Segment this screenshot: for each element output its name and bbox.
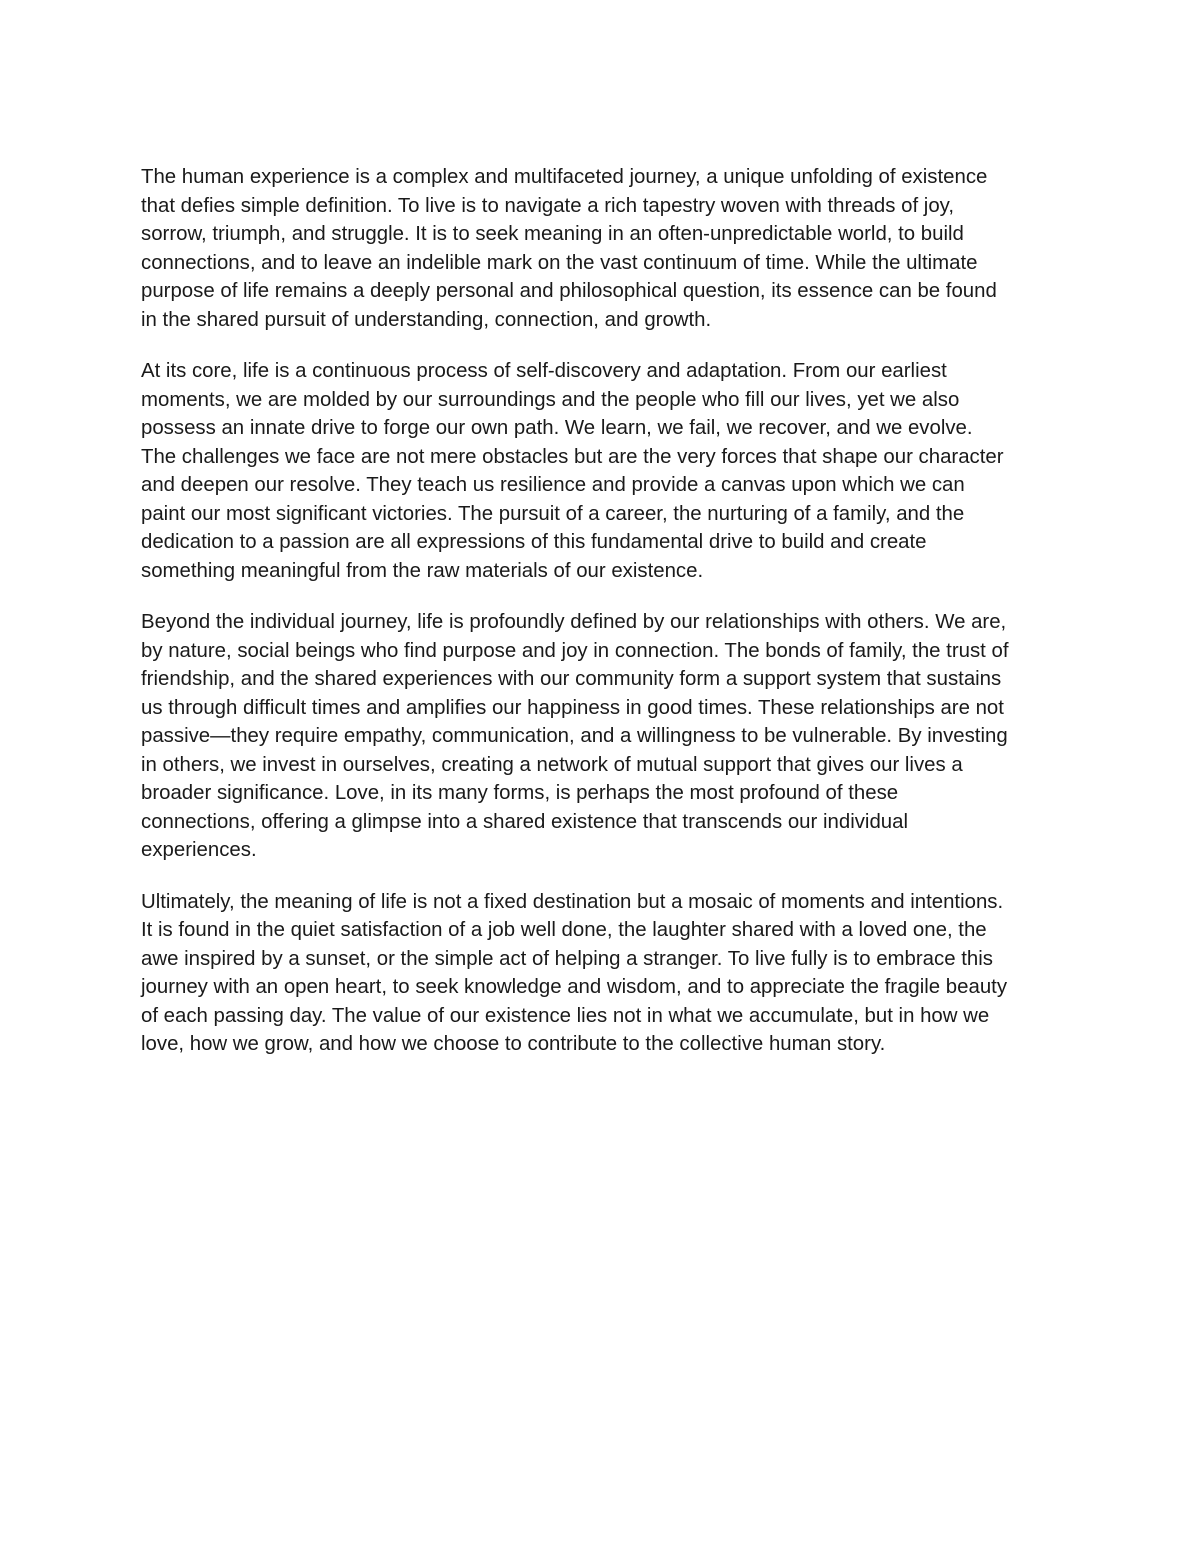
text-line: purpose of life remains a deeply personal and philosophical question, its essence can be found [141,280,997,302]
text-line: of each passing day. The value of our existence lies not in what we accumulate, but in how we [141,1004,990,1027]
paragraph-1 [141,163,1066,334]
text-line: and deepen our resolve. They teach us resilience and provide a canvas upon which we can [141,474,965,496]
document-body [141,163,1066,1082]
text-line: friendship, and the shared experiences with our community form a support system that sustains [141,668,1002,690]
text-line: journey with an open heart, to seek knowledge and wisdom, and to appreciate the fragile beauty [141,976,1008,998]
text-line: something meaningful from the raw materials of our existence. [141,559,704,582]
paragraph-2 [141,357,1066,585]
text-line: dedication to a passion are all expressions of this fundamental drive to build and create [141,531,927,553]
text-line: broader significance. Love, in its many forms, is perhaps the most profound of these [141,782,899,804]
text-line: paint our most significant victories. The pursuit of a career, the nurturing of a family, and the [141,502,965,525]
text-line: The human experience is a complex and multifaceted journey, a unique unfolding of existence [141,166,988,188]
text-line: connections, and to leave an indelible mark on the vast continuum of time. While the ultimate [141,251,978,274]
text-line: The challenges we face are not mere obstacles but are the very forces that shape our character [141,445,1004,468]
text-line: that defies simple definition. To live is to navigate a rich tapestry woven with threads of joy, [141,194,955,217]
text-line: sorrow, triumph, and struggle. It is to seek meaning in an often-unpredictable world, to build [141,223,964,245]
text-line: Ultimately, the meaning of life is not a fixed destination but a mosaic of moments and intentions. [141,890,1004,913]
text-line: experiences. [141,839,257,861]
text-line: in the shared pursuit of understanding, connection, and growth. [141,308,712,331]
text-line: moments, we are molded by our surroundings and the people who fill our lives, yet we also [141,388,960,411]
text-line: love, how we grow, and how we choose to contribute to the collective human story. [141,1033,886,1055]
text-line: us through difficult times and amplifies our happiness in good times. These relationships are not [141,696,1004,719]
text-line: At its core, life is a continuous process of self-discovery and adaptation. From our earliest [141,360,947,382]
text-line: passive—they require empathy, communication, and a willingness to be vulnerable. By investing [141,725,1008,747]
text-line: in others, we invest in ourselves, creating a network of mutual support that gives our lives a [141,753,963,776]
text-line: It is found in the quiet satisfaction of a job well done, the laughter shared with a loved one, the [141,919,987,941]
paragraph-3 [141,608,1066,865]
text-line: Beyond the individual journey, life is profoundly defined by our relationships with others. We are, [141,611,1007,633]
text-line: by nature, social beings who find purpose and joy in connection. The bonds of family, the trust of [141,639,1009,662]
text-line: awe inspired by a sunset, or the simple act of helping a stranger. To live fully is to embrace this [141,947,993,970]
text-line: possess an innate drive to forge our own path. We learn, we fail, we recover, and we evolve. [141,417,973,439]
text-line: connections, offering a glimpse into a shared existence that transcends our individual [141,810,908,833]
paragraph-4 [141,888,1066,1059]
